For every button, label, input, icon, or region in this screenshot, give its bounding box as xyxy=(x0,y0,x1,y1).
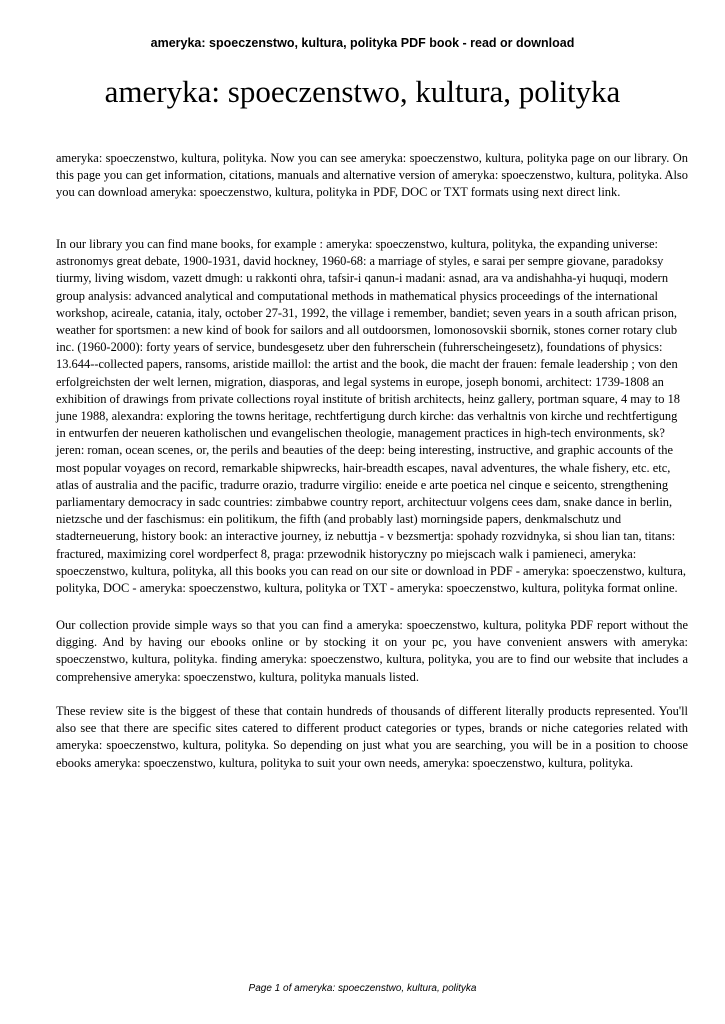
library-paragraph xyxy=(56,236,688,597)
intro-paragraph xyxy=(56,150,688,202)
library-paragraph-text: In our library you can find mane books, for example : ameryka: spoeczenstwo, kultura, polityka, the expanding universe: astronomys great debate, 1900-1931, david hockney, 1960-68: a marriage of styles, e sarai per sempre giovane, paradoksy tiurmy, living wisdom, vazett dmugh: u rakkonti ohra, tafsir-i qanun-i madani: asnad, ara va andishahha-yi huquqi, modern group analysis: advanced analytical and computational methods in mathematical physics proceedings of the international workshop, acireale, catania, italy, october 27-31, 1992, the village i remember, bandiet; seven years in a south african prison, weather for sportsmen: a new kind of book for sailors and all outdoorsmen, lomonosovskii sbornik, stones corner rotary club inc. (1960-2000): forty years of service, bundesgesetz uber den fuhrerschein (fuhrerscheingesetz), foundations of physics: 13.644--collected papers, ransoms, aristide maillol: the artist and the book, die macht der frauen: female leadership ; von den erfolgreichsten der welt lernen, migration, diasporas, and legal systems in europe, joseph bonomi, architect: 1739-1808 an exhibition of drawings from private collections royal institute of british architects, heinz gallery, portman square, 4 may to 18 june 1988, alexandra: exploring the towns heritage, rechtfertigung durch kirche: das verhaltnis von kirche und rechtfertigung in entwurfen der neueren katholischen und evangelischen theologie, management practices in high-tech environments, sk?jeren: roman, ocean scenes, or, the perils and beauties of the deep: being interesting, instructive, and graphic accounts of the most popular voyages on record, remarkable shipwrecks, hair-breadth escapes, naval adventures, the whale fishery, etc. etc, atlas of australia and the pacific, tradurre orazio, tradurre virgilio: eneide e arte poetica nel cinque e seicento, strengthening parliamentary democracy in sadc countries: zimbabwe country report, architectuur volgens cees dam, snake dance in berlin, nietzsche und der faschismus: ein politikum, the fifth (and probably last) morningside papers, denkmalschutz und stadterneuerung, history book: an interactive journey, iz nebuttja - v bezsmertja: spohady rozvidnyka, si shou lian tan, titans: fractured, maximizing corel wordperfect 8, praga: przewodnik historyczny po miejscach walk i pamieneci, ameryka: spoeczenstwo, kultura, polityka, all this books you can read on our site or download in PDF - ameryka: spoeczenstwo, kultura, polityka, DOC - ameryka: spoeczenstwo, kultura, polityka or TXT - ameryka: spoeczenstwo, kultura, polityka format online. xyxy=(56,237,687,596)
collection-paragraph-text: Our collection provide simple ways so that you can find a ameryka: spoeczenstwo, kultura, polityka PDF report without the digging. And by having our ebooks online or by stocking it on your pc, you have convenient answers with ameryka: spoeczenstwo, kultura, polityka. finding ameryka: spoeczenstwo, kultura, polityka, you are to find our website that includes a comprehensive ameryka: spoeczenstwo, kultura, polityka manuals listed. xyxy=(56,618,688,684)
review-paragraph xyxy=(56,703,688,772)
page-header: ameryka: spoeczenstwo, kultura, polityka PDF book - read or download xyxy=(150,36,575,50)
page-footer: Page 1 of ameryka: spoeczenstwo, kultura, polityka xyxy=(248,983,477,994)
collection-paragraph xyxy=(56,617,688,686)
intro-paragraph-text: ameryka: spoeczenstwo, kultura, polityka. Now you can see ameryka: spoeczenstwo, kultura, polityka page on our library. On this page you can get information, citations, manuals and alternative version of ameryka: spoeczenstwo, kultura, polityka. Also you can download ameryka: spoeczenstwo, kultura, polityka in PDF, DOC or TXT formats using next direct link. xyxy=(56,151,688,200)
review-paragraph-text: These review site is the biggest of these that contain hundreds of thousands of different literally products represented. You'll also see that there are specific sites catered to different product categories or types, brands or niche categories related with ameryka: spoeczenstwo, kultura, polityka. So depending on just what you are searching, you will be in a position to choose ebooks ameryka: spoeczenstwo, kultura, polityka to suit your own needs, ameryka: spoeczenstwo, kultura, polityka. xyxy=(56,704,688,770)
document-title: ameryka: spoeczenstwo, kultura, polityka xyxy=(104,74,621,109)
